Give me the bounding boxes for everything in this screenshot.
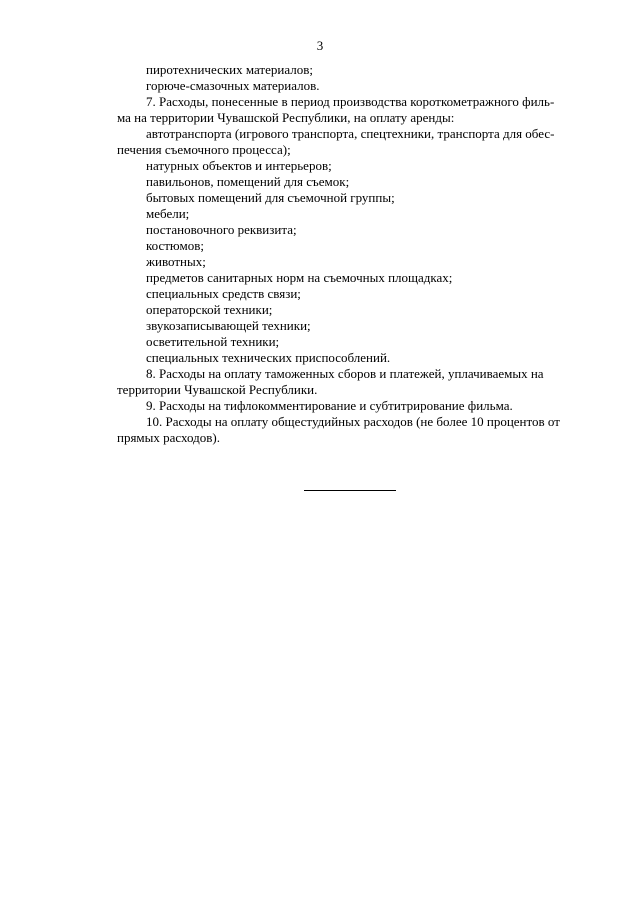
list-item-auto-line-2: печения съемочного процесса);	[117, 142, 291, 157]
list-item: натурных объектов и интерьеров;	[146, 158, 332, 173]
list-item: специальных средств связи;	[146, 286, 301, 301]
list-item: мебели;	[146, 206, 190, 221]
paragraph-8-line-1: 8. Расходы на оплату таможенных сборов и платежей, уплачиваемых на	[146, 366, 544, 381]
list-item: животных;	[146, 254, 206, 269]
paragraph-10-line-2: прямых расходов).	[117, 430, 220, 445]
list-item-auto-line-1: автотранспорта (игрового транспорта, спецтехники, транспорта для обес-	[146, 126, 555, 141]
list-item: костюмов;	[146, 238, 204, 253]
list-item: операторской техники;	[146, 302, 273, 317]
list-item: предметов санитарных норм на съемочных площадках;	[146, 270, 453, 285]
list-item: специальных технических приспособлений.	[146, 350, 391, 365]
list-item-pyrotechnics: пиротехнических материалов;	[146, 62, 313, 77]
page-number: 3	[316, 38, 324, 53]
paragraph-7-line-1: 7. Расходы, понесенные в период производства короткометражного филь-	[146, 94, 555, 109]
end-separator-line	[304, 490, 396, 491]
list-item: осветительной техники;	[146, 334, 280, 349]
list-item: звукозаписывающей техники;	[146, 318, 311, 333]
paragraph-9: 9. Расходы на тифлокомментирование и субтитрирование фильма.	[146, 398, 513, 413]
paragraph-10-line-1: 10. Расходы на оплату общестудийных расходов (не более 10 процентов от	[146, 414, 560, 429]
list-item-fuel: горюче-смазочных материалов.	[146, 78, 320, 93]
list-item: бытовых помещений для съемочной группы;	[146, 190, 395, 205]
paragraph-8-line-2: территории Чувашской Республики.	[117, 382, 318, 397]
document-body	[117, 62, 595, 446]
paragraph-7-line-2: ма на территории Чувашской Республики, на оплату аренды:	[117, 110, 455, 125]
list-item: постановочного реквизита;	[146, 222, 297, 237]
list-item: павильонов, помещений для съемок;	[146, 174, 350, 189]
